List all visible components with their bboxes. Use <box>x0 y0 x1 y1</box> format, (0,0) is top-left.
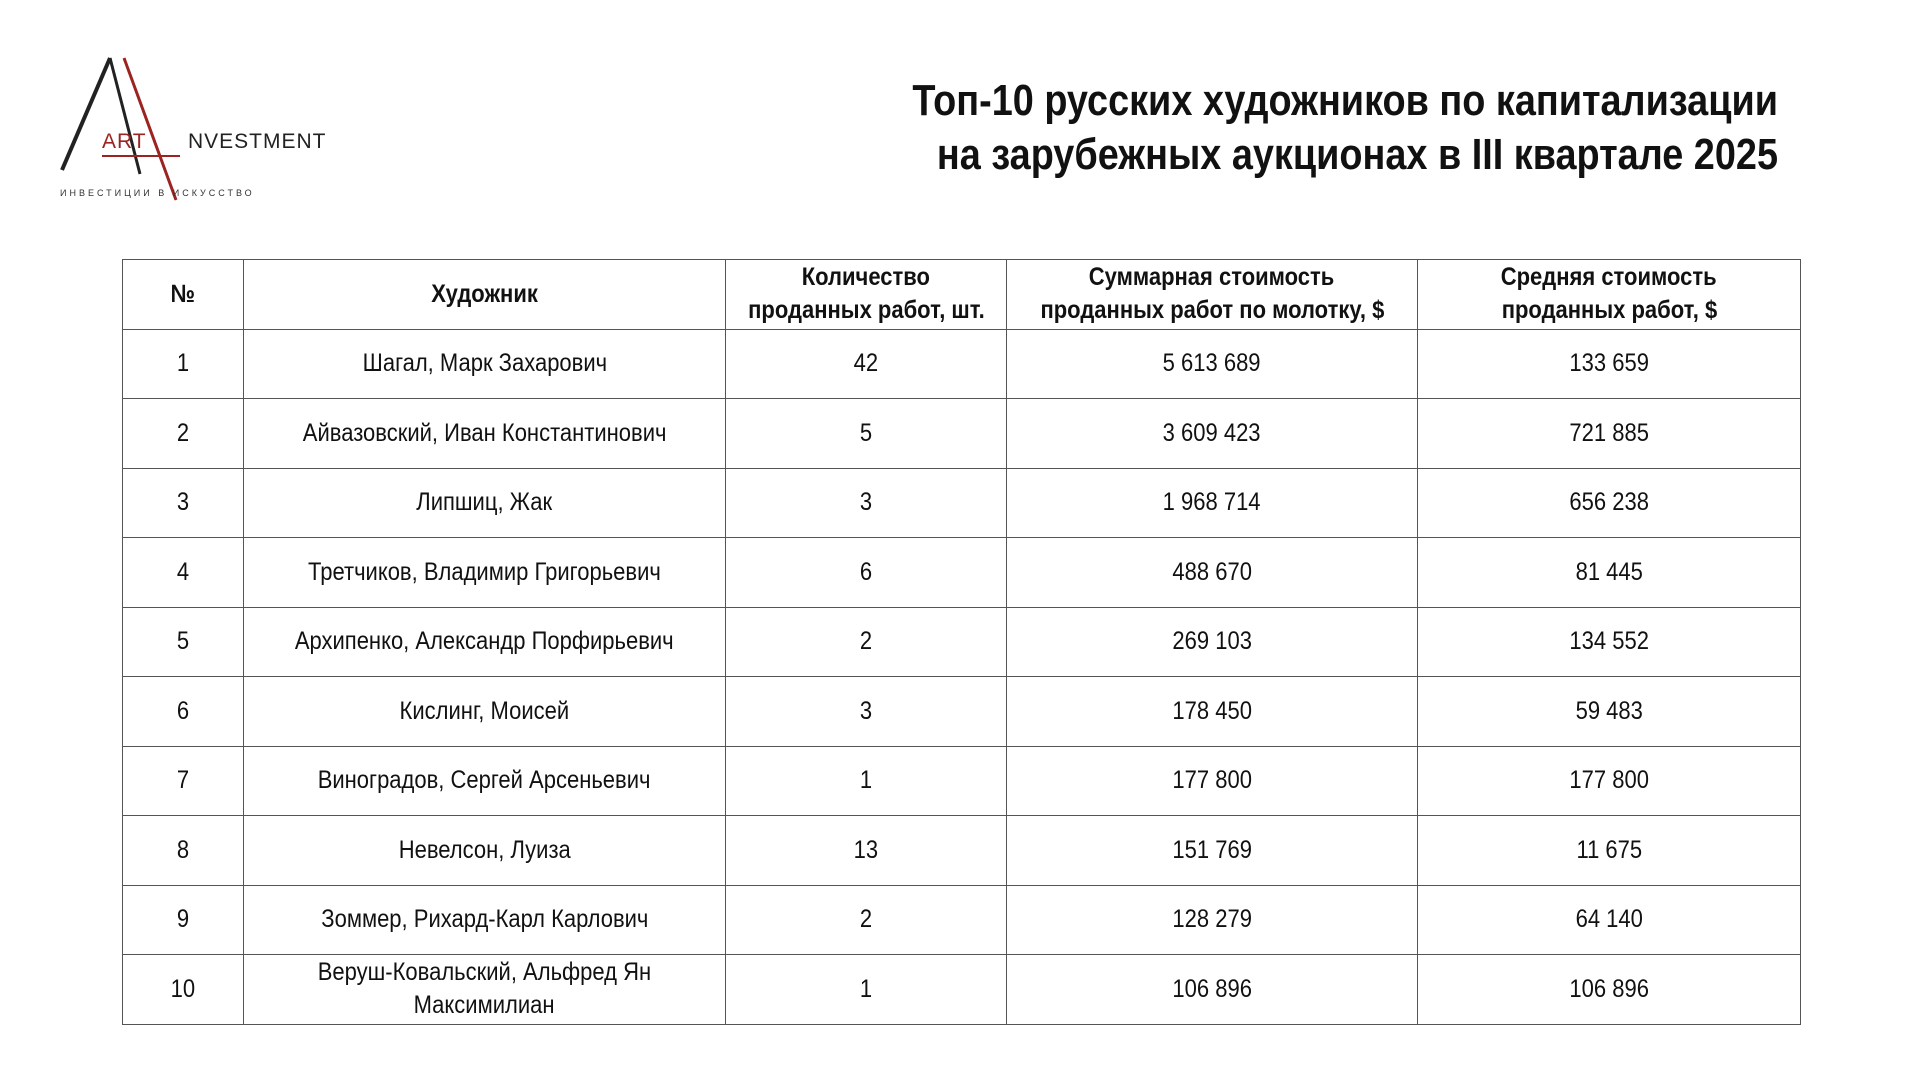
cell-total: 269 103 <box>1007 607 1418 677</box>
cell-count: 13 <box>726 816 1007 886</box>
title-line-2: на зарубежных аукционах в III квартале 2025 <box>936 130 1778 179</box>
cell-average: 64 140 <box>1418 885 1801 955</box>
ranking-table-container <box>122 259 1800 1025</box>
cell-count: 42 <box>726 329 1007 399</box>
cell-average: 81 445 <box>1418 538 1801 608</box>
cell-total: 128 279 <box>1007 885 1418 955</box>
cell-average: 59 483 <box>1418 677 1801 747</box>
title-line-1: Топ-10 русских художников по капитализации <box>912 76 1778 125</box>
header-average: Средняя стоимость проданных работ, $ <box>1418 260 1801 330</box>
cell-count: 2 <box>726 607 1007 677</box>
table-row <box>123 885 1801 955</box>
cell-count: 1 <box>726 955 1007 1025</box>
cell-average: 134 552 <box>1418 607 1801 677</box>
cell-average: 177 800 <box>1418 746 1801 816</box>
cell-total: 1 968 714 <box>1007 468 1418 538</box>
page-title <box>832 74 1778 182</box>
cell-total: 178 450 <box>1007 677 1418 747</box>
cell-total: 151 769 <box>1007 816 1418 886</box>
table-row <box>123 955 1801 1025</box>
cell-artist: Кислинг, Моисей <box>244 677 726 747</box>
table-row <box>123 399 1801 469</box>
header-count: Количество проданных работ, шт. <box>726 260 1007 330</box>
cell-average: 721 885 <box>1418 399 1801 469</box>
table-row <box>123 746 1801 816</box>
cell-artist: Веруш-Ковальский, Альфред Ян Максимилиан <box>244 955 726 1025</box>
cell-average: 11 675 <box>1418 816 1801 886</box>
cell-count: 1 <box>726 746 1007 816</box>
table-row <box>123 468 1801 538</box>
logo-art-text: ART <box>102 130 147 153</box>
cell-num: 10 <box>123 955 244 1025</box>
cell-artist: Третчиков, Владимир Григорьевич <box>244 538 726 608</box>
cell-count: 2 <box>726 885 1007 955</box>
cell-artist: Виноградов, Сергей Арсеньевич <box>244 746 726 816</box>
logo-tagline: ИНВЕСТИЦИИ В ИСКУССТВО <box>60 188 255 198</box>
cell-num: 9 <box>123 885 244 955</box>
header-num: № <box>123 260 244 330</box>
cell-num: 7 <box>123 746 244 816</box>
cell-artist: Айвазовский, Иван Константинович <box>244 399 726 469</box>
cell-artist: Зоммер, Рихард-Карл Карлович <box>244 885 726 955</box>
cell-average: 106 896 <box>1418 955 1801 1025</box>
cell-average: 133 659 <box>1418 329 1801 399</box>
table-header-row <box>123 260 1801 330</box>
logo-investment-text: NVESTMENT <box>188 130 327 153</box>
cell-num: 1 <box>123 329 244 399</box>
art-investment-logo <box>58 50 330 210</box>
cell-count: 3 <box>726 677 1007 747</box>
cell-num: 8 <box>123 816 244 886</box>
cell-average: 656 238 <box>1418 468 1801 538</box>
table-row <box>123 607 1801 677</box>
cell-total: 106 896 <box>1007 955 1418 1025</box>
cell-total: 177 800 <box>1007 746 1418 816</box>
table-row <box>123 538 1801 608</box>
table-row <box>123 329 1801 399</box>
cell-num: 4 <box>123 538 244 608</box>
cell-artist: Невелсон, Луиза <box>244 816 726 886</box>
header-artist: Художник <box>244 260 726 330</box>
cell-total: 488 670 <box>1007 538 1418 608</box>
cell-count: 6 <box>726 538 1007 608</box>
cell-num: 6 <box>123 677 244 747</box>
cell-count: 5 <box>726 399 1007 469</box>
cell-total: 3 609 423 <box>1007 399 1418 469</box>
table-row <box>123 816 1801 886</box>
cell-num: 3 <box>123 468 244 538</box>
cell-artist: Шагал, Марк Захарович <box>244 329 726 399</box>
header-total: Суммарная стоимость проданных работ по молотку, $ <box>1007 260 1418 330</box>
table-row <box>123 677 1801 747</box>
cell-num: 2 <box>123 399 244 469</box>
cell-total: 5 613 689 <box>1007 329 1418 399</box>
cell-num: 5 <box>123 607 244 677</box>
cell-artist: Липшиц, Жак <box>244 468 726 538</box>
cell-count: 3 <box>726 468 1007 538</box>
ranking-table <box>122 259 1801 1025</box>
cell-artist: Архипенко, Александр Порфирьевич <box>244 607 726 677</box>
